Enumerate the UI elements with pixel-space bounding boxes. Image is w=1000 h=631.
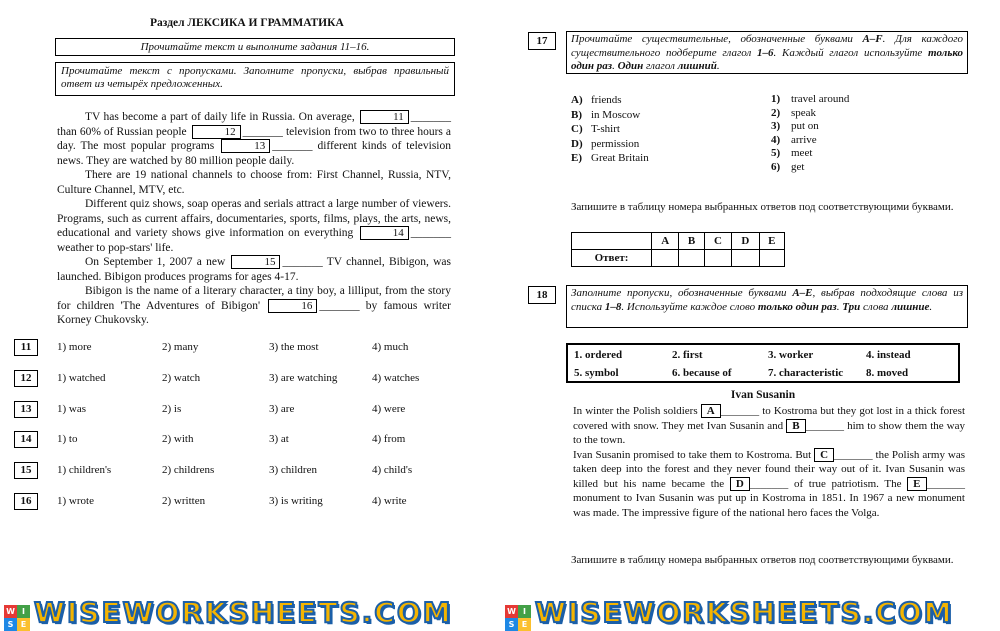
- inst-text: глагол: [645, 60, 675, 72]
- answer-option[interactable]: 1) was: [57, 402, 87, 415]
- answer-option[interactable]: 3) the most: [269, 341, 319, 353]
- noun-letter: A): [571, 94, 583, 106]
- question-number: 16: [14, 493, 38, 510]
- answer-option[interactable]: 1) watched: [57, 371, 106, 384]
- blank: _______: [410, 111, 452, 123]
- answer-option[interactable]: 2) watch: [162, 371, 201, 384]
- answer-table-17: [571, 232, 785, 267]
- inst-bold: 1–6: [757, 46, 774, 59]
- inst-bold: лишние: [891, 300, 930, 313]
- gap-15: 15: [231, 255, 280, 269]
- answer-option[interactable]: 3) at: [269, 433, 289, 446]
- answer-cell[interactable]: [679, 250, 704, 267]
- verb-item: [771, 147, 849, 161]
- inst-text: .: [612, 60, 615, 72]
- inst-bold: лишний: [677, 60, 717, 72]
- noun-item: [571, 93, 649, 108]
- watermark-text: WISEWORKSHEETS.COM: [34, 596, 453, 629]
- word-8: 8. moved: [866, 367, 909, 379]
- answer-option[interactable]: 2) is: [162, 402, 182, 415]
- gap-11: 11: [360, 110, 409, 124]
- inst-text: . Для каждого существительного подберите глагол: [571, 33, 963, 59]
- story-s3: him to show them the way to the town.: [573, 419, 966, 446]
- task-number-18: 18: [528, 286, 556, 304]
- noun-text: Great Britain: [591, 152, 649, 164]
- word-3: 3. worker: [768, 349, 814, 361]
- gap-E: E: [907, 477, 926, 491]
- answer-option[interactable]: 2) with: [162, 433, 194, 446]
- answer-option[interactable]: 3) are watching: [269, 371, 338, 384]
- instruction-box-gaps: Прочитайте текст с пропусками. Заполните пропуски, выбрав правильный ответ из четырёх предложенных.: [55, 62, 455, 96]
- answer-option[interactable]: 4) were: [372, 402, 406, 415]
- wise-badge-icon: W I S E: [505, 605, 531, 631]
- verb-text: travel around: [791, 93, 850, 105]
- answer-letter: D: [732, 233, 759, 250]
- answer-option[interactable]: 1) children's: [57, 464, 112, 477]
- noun-text: in Moscow: [591, 108, 641, 121]
- answer-option[interactable]: 4) child's: [372, 464, 413, 477]
- inst-bold: только один раз: [757, 300, 837, 313]
- blank: _______: [319, 299, 360, 312]
- inst-bold: только один раз: [571, 46, 964, 72]
- noun-item: [571, 122, 649, 137]
- gap-D: D: [730, 477, 750, 491]
- inst-text: Заполните пропуски, обозначенные буквами: [571, 287, 787, 299]
- verb-item: [771, 107, 849, 121]
- write-instruction-18: Запишите в таблицу номера выбранных ответов под соответствующими буквами.: [571, 554, 954, 566]
- section-title: Раздел ЛЕКСИКА И ГРАММАТИКА: [150, 17, 344, 29]
- gap-14: 14: [360, 226, 409, 240]
- answer-option[interactable]: 4) from: [372, 433, 406, 446]
- instruction-box-17: [566, 31, 968, 74]
- text-p4a: On September 1, 2007 a new: [85, 256, 226, 268]
- answer-option[interactable]: 1) wrote: [57, 495, 94, 507]
- answer-label: Ответ:: [572, 250, 652, 267]
- inst-text: .: [929, 300, 933, 313]
- answer-letter: A: [652, 233, 679, 250]
- inst-text: . Каждый глагол используйте: [773, 46, 923, 59]
- verb-text: meet: [791, 147, 813, 159]
- inst-text: слова: [863, 300, 889, 313]
- verb-list: [771, 93, 849, 174]
- answer-cell[interactable]: [759, 250, 785, 267]
- text-p1d: different kinds of television news. They are watched by 80 million people daily.: [57, 140, 452, 167]
- verb-number: 4): [771, 133, 781, 146]
- blank: _______: [282, 256, 323, 268]
- noun-letter: E): [571, 152, 582, 164]
- answer-cell[interactable]: [732, 250, 759, 267]
- story-s5: the Polish army was taken deep into the forest and they never found their way out of it. Ivan Susanin was killed but his name became the: [573, 448, 965, 490]
- watermark-left: [4, 596, 453, 631]
- inst-bold: A–E: [792, 287, 813, 299]
- gap-B: B: [786, 419, 805, 433]
- blank: _______: [805, 419, 845, 432]
- answer-option[interactable]: 1) to: [57, 433, 78, 446]
- gap-C: C: [814, 448, 834, 462]
- instruction-box-11-16: Прочитайте текст и выполните задания 11–16.: [55, 38, 455, 56]
- text-p3b: weather to pop-stars' life.: [57, 241, 174, 254]
- noun-letter: C): [571, 123, 583, 135]
- inst-bold: Три: [842, 300, 861, 313]
- noun-item: [571, 108, 649, 123]
- inst-bold: Один: [617, 60, 644, 72]
- noun-text: permission: [591, 137, 640, 150]
- blank: _______: [720, 405, 760, 417]
- verb-number: 6): [771, 160, 781, 173]
- story-s4: Ivan Susanin promised to take them to Kostroma. But: [573, 448, 812, 461]
- answer-letter: E: [759, 233, 785, 250]
- watermark-right: [505, 596, 954, 631]
- question-number: 15: [14, 462, 38, 479]
- answer-letter: C: [704, 233, 731, 250]
- word-2: 2. first: [672, 349, 703, 361]
- blank: _______: [926, 477, 966, 490]
- noun-text: T-shirt: [591, 123, 620, 135]
- answer-option[interactable]: 3) children: [269, 464, 317, 477]
- answer-option[interactable]: 4) write: [372, 495, 407, 507]
- blank: _______: [272, 140, 313, 152]
- story-title: Ivan Susanin: [730, 389, 796, 401]
- verb-number: 3): [771, 120, 781, 132]
- word-4: 4. instead: [866, 349, 911, 361]
- text-p1c: television from two to three hours a day. The most popular programs: [57, 125, 452, 152]
- verb-text: get: [791, 160, 805, 173]
- text-p5a: Bibigon is the name of a literary character, a tiny boy, a lilliput, from the story for children 'The Adventures of Bibigon': [57, 285, 451, 312]
- noun-text: friends: [591, 94, 622, 106]
- question-number: 14: [14, 431, 38, 448]
- task-number-17: 17: [528, 32, 556, 50]
- noun-item: [571, 151, 649, 166]
- inst-text: .: [716, 60, 720, 72]
- answer-option[interactable]: 4) much: [372, 341, 409, 353]
- inst-bold: 1–8: [604, 300, 622, 313]
- story-text: [573, 404, 965, 520]
- answer-option[interactable]: 2) written: [162, 495, 206, 507]
- answer-option[interactable]: 2) many: [162, 341, 199, 353]
- blank: _______: [410, 227, 452, 239]
- answer-option[interactable]: 3) is writing: [269, 495, 323, 507]
- watermark-bar: [0, 593, 1000, 629]
- story-s1: In winter the Polish soldiers: [573, 405, 698, 417]
- verb-number: 1): [771, 93, 781, 105]
- question-number: 13: [14, 401, 38, 418]
- noun-letter: B): [571, 108, 582, 121]
- blank: _______: [834, 448, 873, 461]
- inst-text: Прочитайте существительные, обозначенные буквами: [571, 33, 853, 45]
- noun-item: [571, 137, 649, 152]
- blank: _______: [242, 125, 283, 138]
- text-p4b: TV channel, Bibigon, was launched. Bibigon produces programs for ages 4-17.: [57, 256, 452, 283]
- verb-item: [771, 120, 849, 134]
- instruction-box-18: [566, 285, 968, 328]
- word-1: 1. ordered: [574, 349, 623, 361]
- verb-item: [771, 161, 849, 175]
- watermark-text: WISEWORKSHEETS.COM: [535, 596, 954, 629]
- text-p2: There are 19 national channels to choose from: First Channel, Russia, NTV, Culture Channel, MTV, etc.: [57, 169, 451, 196]
- blank: _______: [749, 477, 789, 490]
- answer-option[interactable]: 3) are: [269, 402, 295, 415]
- noun-list: [571, 93, 649, 166]
- inst-bold: A–F: [862, 33, 883, 45]
- verb-item: [771, 134, 849, 148]
- inst-text: , выбрав подходящие слова из списка: [571, 287, 964, 313]
- answer-label-spacer: [572, 233, 652, 250]
- verb-item: [771, 93, 849, 107]
- reading-text: [57, 110, 451, 328]
- verb-text: speak: [791, 106, 817, 119]
- wise-badge-icon: W I S E: [4, 605, 30, 631]
- inst-text: . Используйте каждое слово: [621, 300, 756, 313]
- text-p1a: TV has become a part of daily life in Russia. On average,: [85, 111, 355, 123]
- word-bank-table: [566, 343, 960, 383]
- answer-option[interactable]: 4) watches: [372, 371, 420, 384]
- question-number: 12: [14, 370, 38, 387]
- answer-cell[interactable]: [704, 250, 731, 267]
- write-instruction-17: Запишите в таблицу номера выбранных ответов под соответствующими буквами.: [571, 201, 954, 213]
- verb-number: 5): [771, 147, 781, 159]
- story-s2: to Kostroma but they got lost in a thick forest covered with snow. They met Ivan Susanin and: [573, 405, 966, 432]
- inst-text: .: [836, 300, 840, 313]
- answer-option[interactable]: 2) childrens: [162, 464, 215, 477]
- story-s6: of true patriotism. The: [793, 477, 902, 490]
- question-number: 11: [14, 339, 38, 356]
- text-p3: Different quiz shows, soap operas and serials attract a large number of viewers. Programs, such as current affairs, documentaries, sports, films, plays, the arts, news, educational and variety shows give information on everything: [57, 198, 451, 239]
- word-7: 7. characteristic: [768, 367, 844, 379]
- verb-text: put on: [791, 120, 819, 132]
- answer-letter: B: [679, 233, 704, 250]
- story-s7: monument to Ivan Susanin was put up in Kostroma in 1851. In 1967 a new monument was made. The impressive figure of the national hero faces the Volga.: [573, 492, 965, 519]
- gap-A: A: [701, 404, 721, 418]
- noun-letter: D): [571, 137, 583, 150]
- answer-option[interactable]: 1) more: [57, 341, 92, 353]
- word-6: 6. because of: [672, 367, 732, 379]
- gap-12: 12: [192, 125, 241, 139]
- gap-13: 13: [221, 139, 270, 153]
- verb-text: arrive: [791, 133, 817, 146]
- text-p5b: by famous writer Korney Chukovsky.: [57, 299, 451, 326]
- verb-number: 2): [771, 106, 781, 119]
- text-p1b: than 60% of Russian people: [57, 125, 187, 138]
- answer-cell[interactable]: [652, 250, 679, 267]
- gap-16: 16: [268, 299, 317, 313]
- word-5: 5. symbol: [574, 367, 619, 379]
